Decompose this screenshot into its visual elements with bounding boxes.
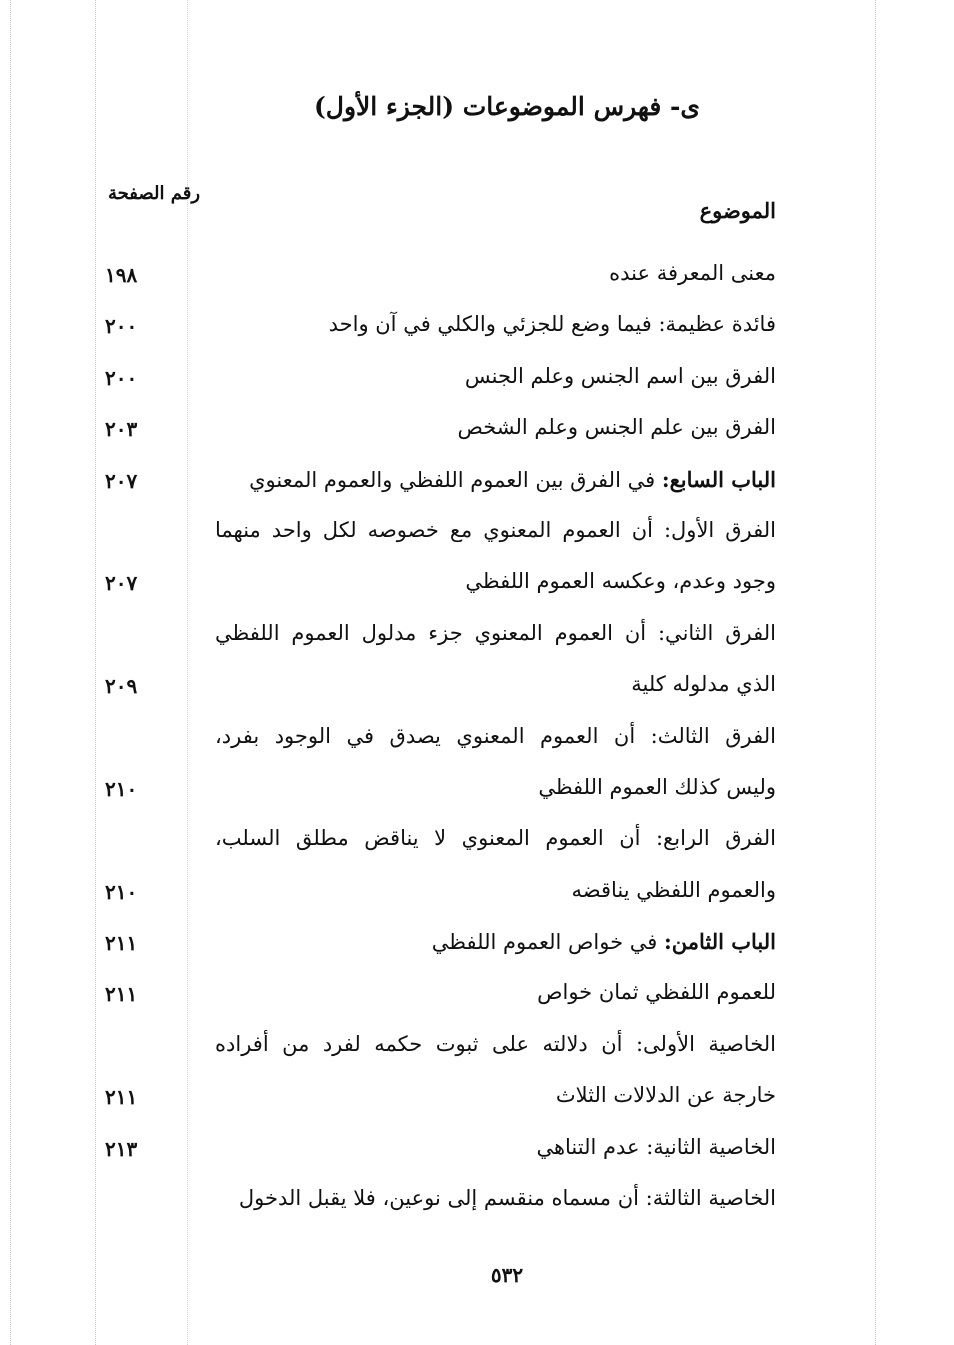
index-page-number: ٢٠٧ (105, 571, 138, 596)
index-topic (249, 467, 776, 492)
index-topic (215, 518, 776, 542)
index-row (0, 924, 954, 975)
index-topic (538, 775, 776, 799)
chapter-label: الباب السابع: (661, 466, 776, 492)
index-topic (537, 980, 776, 1004)
topic-text: الخاصية الثانية: عدم التناهي (536, 1134, 776, 1159)
index-row (0, 462, 954, 513)
index-topic (329, 312, 776, 336)
index-topic (432, 929, 776, 954)
index-topic (465, 569, 776, 593)
topic-text: وجود وعدم، وعكسه العموم اللفظي (465, 569, 776, 594)
topic-text: فائدة عظيمة: فيما وضع للجزئي والكلي في آن واحد (328, 312, 776, 337)
index-page-number: ١٩٨ (105, 263, 138, 287)
column-header-topic: الموضوع (699, 198, 776, 223)
index-row (0, 975, 954, 1026)
index-topic (215, 826, 776, 850)
page-number: ٥٣٢ (490, 1263, 524, 1287)
index-row (0, 1181, 954, 1232)
index-row (0, 1027, 954, 1078)
index-row (0, 1130, 954, 1181)
topic-text: الفرق بين علم الجنس وعلم الشخص (457, 415, 776, 440)
topic-text: الفرق بين اسم الجنس وعلم الجنس (464, 363, 776, 388)
topic-text: والعموم اللفظي يناقضه (571, 877, 776, 902)
topic-text: الفرق الثاني: أن العموم المعنوي جزء مدلول العموم اللفظي (215, 620, 776, 645)
index-topic (215, 724, 776, 748)
index-page-number: ٢١٣ (105, 1136, 138, 1161)
index-page-number: ٢٠٠ (105, 365, 138, 390)
index-page-number: ٢١٠ (105, 879, 138, 904)
index-row (0, 667, 954, 718)
topic-text: وليس كذلك العموم اللفظي (538, 774, 776, 799)
index-row (0, 564, 954, 615)
index-topic (458, 415, 777, 439)
index-topic (465, 364, 776, 388)
topic-text: معنى المعرفة عنده (609, 261, 776, 285)
index-page-number: ٢٠٠ (105, 314, 138, 339)
index-row (0, 616, 954, 667)
index-topic (215, 621, 776, 645)
index-row (0, 1078, 954, 1129)
index-row (0, 359, 954, 410)
index-page-number: ٢٠٧ (105, 468, 138, 493)
topic-text: الفرق الأول: أن العموم المعنوي مع خصوصه لكل واحد منهما (215, 517, 776, 542)
index-page-number: ٢١٠ (105, 776, 138, 801)
index-row (0, 873, 954, 924)
index-topic (239, 1186, 776, 1210)
index-topic (609, 261, 776, 285)
topic-text: في الفرق بين العموم اللفظي والعموم المعنوي (249, 467, 662, 492)
topic-text: خارجة عن الدلالات الثلاث (555, 1083, 776, 1108)
topic-text: في خواص العموم اللفظي (431, 930, 664, 955)
index-row (0, 770, 954, 821)
topic-text: الفرق الرابع: أن العموم المعنوي لا يناقض مطلق السلب، (215, 826, 776, 851)
index-topic (215, 1032, 776, 1056)
index-page-number: ٢١١ (105, 1085, 138, 1110)
index-topic (556, 1083, 776, 1107)
index-topic (572, 878, 776, 902)
index-page-number: ٢٠٩ (105, 674, 138, 699)
chapter-label: الباب الثامن: (663, 929, 776, 955)
index-table (0, 256, 954, 1232)
topic-text: الفرق الثالث: أن العموم المعنوي يصدق في الوجود بفرد، (215, 723, 776, 748)
index-page-number: ٢١١ (105, 931, 138, 956)
topic-text: الخاصية الثالثة: أن مسماه منقسم إلى نوعين، فلا يقبل الدخول (238, 1186, 776, 1211)
index-row (0, 256, 954, 307)
index-topic (536, 1135, 776, 1159)
page-title: ى- فهرس الموضوعات (الجزء الأول) (313, 92, 701, 121)
index-row (0, 821, 954, 872)
index-page-number: ٢٠٣ (105, 417, 138, 442)
index-row (0, 513, 954, 564)
index-page-number: ٢١١ (105, 982, 138, 1007)
topic-text: الخاصية الأولى: أن دلالته على ثبوت حكمه لفرد من أفراده (215, 1031, 776, 1056)
index-topic (631, 672, 776, 696)
index-row (0, 307, 954, 358)
topic-text: للعموم اللفظي ثمان خواص (537, 980, 776, 1005)
column-header-page-number: رقم الصفحة (108, 183, 201, 204)
index-row (0, 719, 954, 770)
topic-text: الذي مدلوله كلية (631, 672, 776, 697)
index-row (0, 410, 954, 461)
